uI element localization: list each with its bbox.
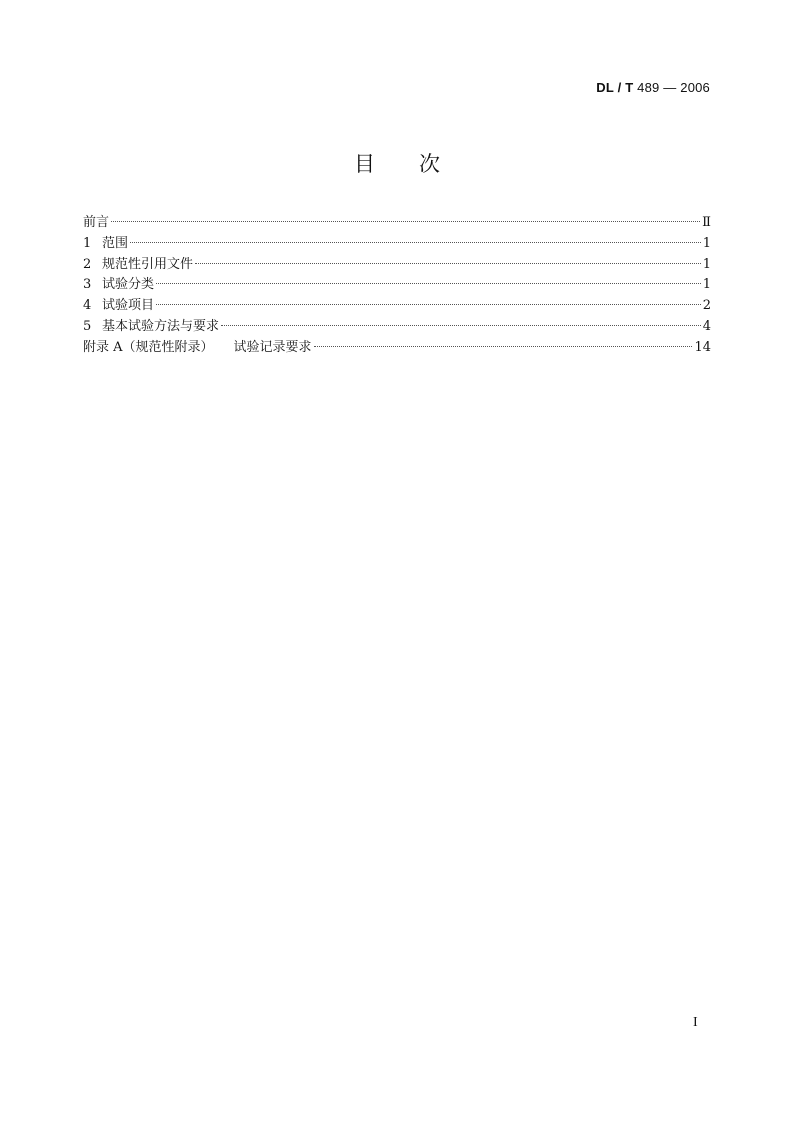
toc-leader-dots	[130, 242, 701, 243]
toc-entry-normative-references[interactable]	[83, 255, 711, 276]
toc-entry-foreword[interactable]	[83, 213, 711, 234]
toc-entry-test-items[interactable]	[83, 296, 711, 317]
page-title	[0, 148, 794, 178]
toc-entry-label: 规范性引用文件	[102, 256, 194, 272]
toc-entry-label	[83, 338, 312, 359]
standard-code	[596, 80, 710, 95]
toc-entry-annex-a[interactable]	[83, 338, 711, 359]
title-char-2: 次	[419, 152, 440, 176]
toc-entry-label: 试验分类	[102, 277, 155, 293]
toc-leader-dots	[156, 304, 701, 305]
standard-code-prefix: DL / T	[596, 80, 634, 95]
toc-entry-number: 2	[83, 256, 92, 272]
toc-entry-scope[interactable]	[83, 234, 711, 255]
toc-entry-page: 1	[702, 277, 711, 293]
toc-leader-dots	[314, 346, 693, 347]
toc-leader-dots	[221, 325, 701, 326]
toc-entry-page: 1	[702, 235, 711, 251]
toc-entry-number: 4	[83, 298, 92, 314]
table-of-contents	[83, 213, 711, 359]
toc-entry-number: 1	[83, 235, 92, 251]
annex-title: 试验记录要求	[233, 339, 312, 355]
toc-entry-page: 4	[702, 318, 711, 334]
toc-entry-label: 试验项目	[102, 298, 155, 314]
title-char-1: 目	[354, 152, 375, 176]
standard-code-number: 489 — 2006	[637, 80, 710, 95]
toc-leader-dots	[195, 263, 701, 264]
toc-entry-number: 5	[83, 318, 92, 334]
toc-entry-test-classification[interactable]	[83, 275, 711, 296]
toc-entry-label: 基本试验方法与要求	[102, 318, 220, 334]
toc-leader-dots	[111, 221, 700, 222]
toc-entry-label: 范围	[102, 235, 129, 251]
toc-entry-page: 14	[694, 339, 711, 355]
toc-leader-dots	[156, 283, 701, 284]
toc-entry-page: 1	[702, 256, 711, 272]
annex-prefix: 附录 A（规范性附录）	[83, 339, 214, 355]
toc-entry-number: 3	[83, 277, 92, 293]
toc-entry-basic-test-methods[interactable]	[83, 317, 711, 338]
toc-entry-page: Ⅱ	[702, 215, 711, 230]
page-number: I	[693, 1015, 698, 1030]
toc-entry-label: 前言	[83, 215, 110, 230]
toc-entry-page: 2	[702, 298, 711, 314]
